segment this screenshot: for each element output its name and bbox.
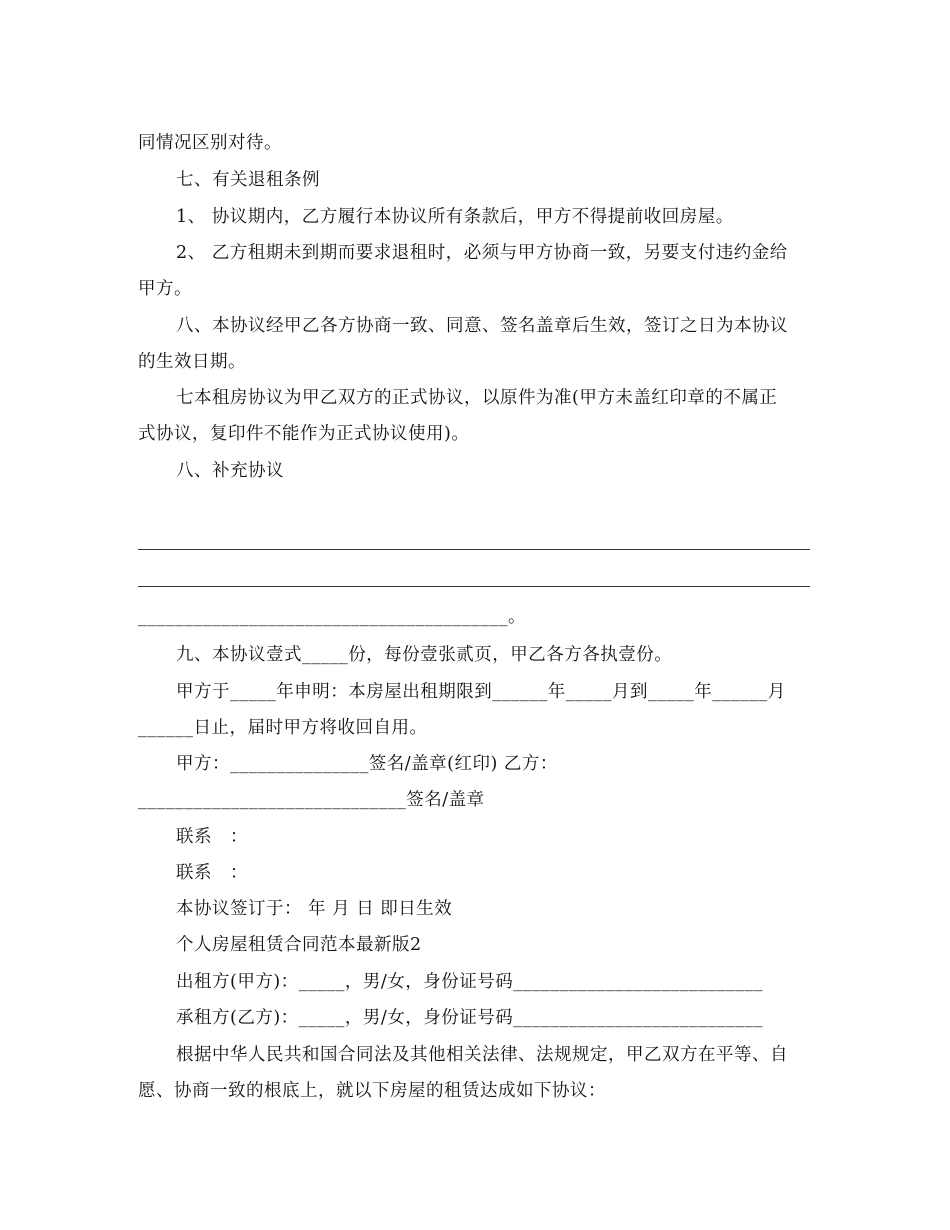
official-agreement-clause: 七本租房协议为甲乙双方的正式协议，以原件为准(甲方未盖红印章的不属正 xyxy=(176,388,778,408)
signing-date-line: 本协议签订于： 年 月 日 即日生效 xyxy=(176,899,453,919)
preamble-continuation: 愿、协商一致的根底上，就以下房屋的租赁达成如下协议： xyxy=(138,1081,606,1101)
section-heading-termination: 七、有关退租条例 xyxy=(176,170,320,190)
contact-line: 联系 ： xyxy=(176,863,248,883)
official-agreement-continuation: 式协议，复印件不能作为正式协议使用)。 xyxy=(138,424,470,444)
preamble: 根据中华人民共和国合同法及其他相关法律、法规规定，甲乙双方在平等、自 xyxy=(176,1045,788,1065)
lessee-info: 承租方(乙方)：_____，男/女，身份证号码___________________________ xyxy=(176,1008,764,1028)
lessor-info: 出租方(甲方)：_____，男/女，身份证号码___________________________ xyxy=(176,972,764,992)
blank-fill-line-end: ________________________________________。 xyxy=(138,607,526,627)
signature-line-tenant: _____________________________签名/盖章 xyxy=(138,790,485,810)
section-8-effective: 八、本协议经甲乙各方协商一致、同意、签名盖章后生效，签订之日为本协议 xyxy=(176,316,788,336)
clause-2: 2、 乙方租期未到期而要求退租时，必须与甲方协商一致，另要支付违约金给 xyxy=(176,243,788,263)
section-8-continuation: 的生效日期。 xyxy=(138,352,246,372)
section-heading-supplement: 八、补充协议 xyxy=(176,461,284,481)
blank-fill-line xyxy=(138,586,810,587)
paragraph-continuation: 同情况区别对待。 xyxy=(138,133,282,153)
signature-line-parties: 甲方：_______________签名/盖章(红印) 乙方： xyxy=(176,754,558,774)
landlord-declaration: 甲方于_____年申明：本房屋出租期限到______年_____月到_____年______月 xyxy=(176,682,786,702)
clause-1: 1、 协议期内，乙方履行本协议所有条款后，甲方不得提前收回房屋。 xyxy=(176,207,734,227)
section-9-copies: 九、本协议壹式_____份，每份壹张贰页，甲乙各方各执壹份。 xyxy=(176,645,673,665)
landlord-declaration-continuation: ______日止，届时甲方将收回自用。 xyxy=(138,718,428,738)
blank-fill-line xyxy=(138,549,810,550)
contract-title-2: 个人房屋租赁合同范本最新版2 xyxy=(176,935,422,955)
contact-line: 联系 ： xyxy=(176,827,248,847)
clause-2-continuation: 甲方。 xyxy=(138,279,192,299)
